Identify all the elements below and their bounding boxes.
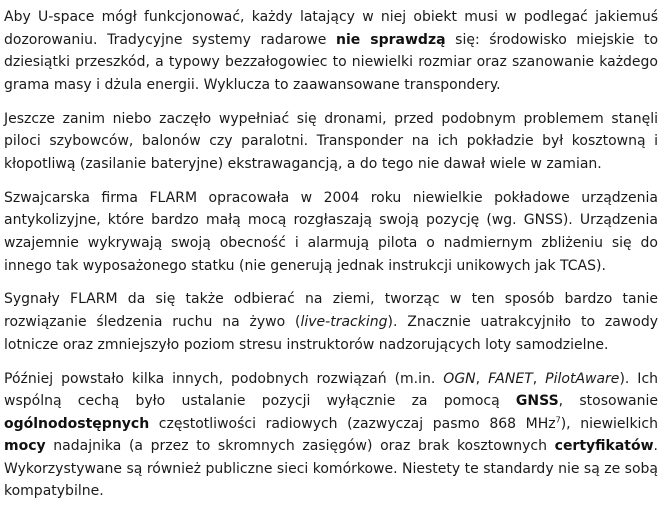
text-run: Aby U-space mógł funkcjonować, każdy latający w niej obiekt musi w podlegać jakiemuś dozorowaniu. Tradycyjne systemy radarowe [4,9,658,48]
footnote-marker[interactable]: 7 [555,415,561,425]
paragraph [4,187,658,277]
paragraph [4,6,658,96]
text-run: , stosowanie [558,393,658,410]
italic-run: FANET [488,370,533,387]
text-run: Później powstało kilka innych, podobnych rozwiązań (m.in. [4,370,444,387]
italic-run: live-tracking [300,314,388,331]
text-run: ). Znacznie uatrakcyjniło to zawody lotnicze oraz zmniejszyło poziom stresu instruktorów nadzorujących loty samodzielne. [4,314,658,353]
text-run: , [532,370,546,387]
text-run: Szwajcarska firma FLARM opracowała w 2004 roku niewielkie pokładowe urządzenia antykolizyjne, które bardzo małą mocą rozgłaszają swoją pozycję (wg. GNSS). Urządzenia wzajemnie wykrywają swoją obecność i alarmują pilota o nadmiernym zbliżeniu się do innego tak wyposażonego statku (nie generują jednak instrukcji unikowych jak TCAS). [4,189,658,274]
text-run: , [475,370,489,387]
text-run: Sygnały FLARM da się także odbierać na ziemi, tworząc w ten sposób bardzo tanie rozwiązanie śledzenia ruchu na żywo ( [4,291,658,331]
bold-run: certyfikatów [554,438,654,455]
paragraph [4,108,658,176]
paragraph [4,288,658,356]
bold-run: mocy [4,438,46,455]
italic-run: PilotAware [545,370,620,387]
text-run: ), niewielkich [560,415,659,432]
bold-run: GNSS [515,393,559,410]
text-run: się: środowisko miejskie to dziesiątki przeszkód, a typowy bezzałogowiec to niewielki rozmiar oraz szanowanie każdego grama masy i dżula energii. Wyklucza to zaawansowane transpondery. [4,31,659,93]
text-run: ). Ich wspólną cechą było ustalanie pozycji wyłącznie za pomocą [4,370,659,410]
text-run: . Wykorzystywane są również publiczne sieci komórkowe. Niestety te standardy nie są ze sobą kompatybilne. [4,438,658,500]
article-body [4,6,658,503]
bold-run: nie sprawdzą [336,31,446,48]
text-run: częstotliwości radiowych (zazwyczaj pasmo 868 MHz [149,415,556,432]
paragraph [4,368,658,504]
italic-run: OGN [443,370,476,387]
bold-run: ogólnodostępnych [4,415,150,432]
text-run: Jeszcze zanim niebo zaczęło wypełniać się dronami, przed podobnym problemem stanęli piloci szybowców, balonów czy paralotni. Transponder na ich pokładzie był kosztowną i kłopotliwą (zasilanie bateryjne) ekstrawagancją, a do tego nie dawał wiele w zamian. [4,110,658,172]
text-run: nadajnika (a przez to skromnych zasięgów) oraz brak kosztownych [45,438,555,455]
